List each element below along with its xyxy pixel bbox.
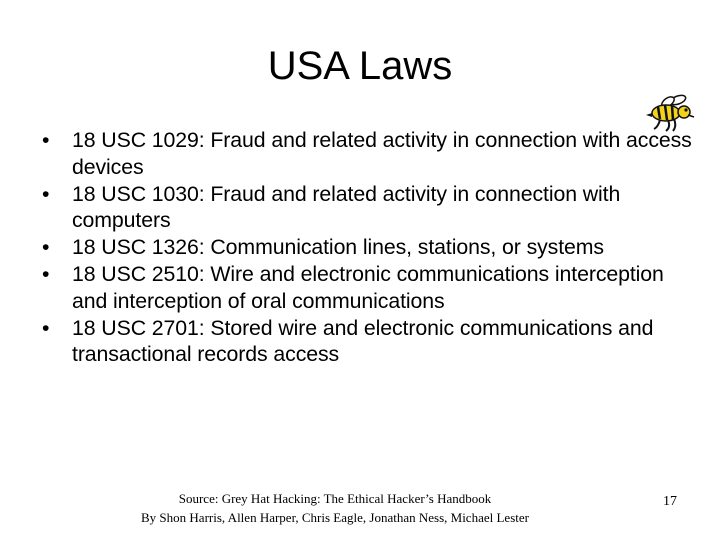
bullet-item (42, 315, 692, 369)
bullet-item (42, 261, 692, 315)
source-line-title: Source: Grey Hat Hacking: The Ethical Hacker’s Handbook (178, 491, 492, 506)
bullet-marker: • (42, 315, 50, 340)
bullet-marker: • (42, 235, 50, 260)
page-number: 17 (663, 494, 677, 509)
source-line-authors: By Shon Harris, Allen Harper, Chris Eagle, Jonathan Ness, Michael Lester (141, 510, 529, 525)
bullet-text: 18 USC 1030: Fraud and related activity in connection with computers (72, 181, 621, 233)
bullet-item (42, 234, 692, 261)
bullet-text: 18 USC 2510: Wire and electronic communications interception and interception of oral communications (72, 261, 664, 313)
bullet-text: 18 USC 1326: Communication lines, stations, or systems (72, 235, 604, 260)
slide-title: USA Laws (267, 44, 453, 88)
bullet-marker: • (42, 128, 50, 152)
bullet-text: 18 USC 2701: Stored wire and electronic communications and transactional records access (72, 315, 654, 367)
bullet-text: 18 USC 1029: Fraud and related activity in connection with access devices (72, 128, 692, 179)
bullet-item (42, 127, 692, 181)
bullet-list (42, 127, 692, 368)
bullet-item (42, 181, 692, 235)
bullet-marker: • (42, 261, 50, 286)
source-citation (100, 489, 570, 527)
bullet-marker: • (42, 181, 50, 206)
